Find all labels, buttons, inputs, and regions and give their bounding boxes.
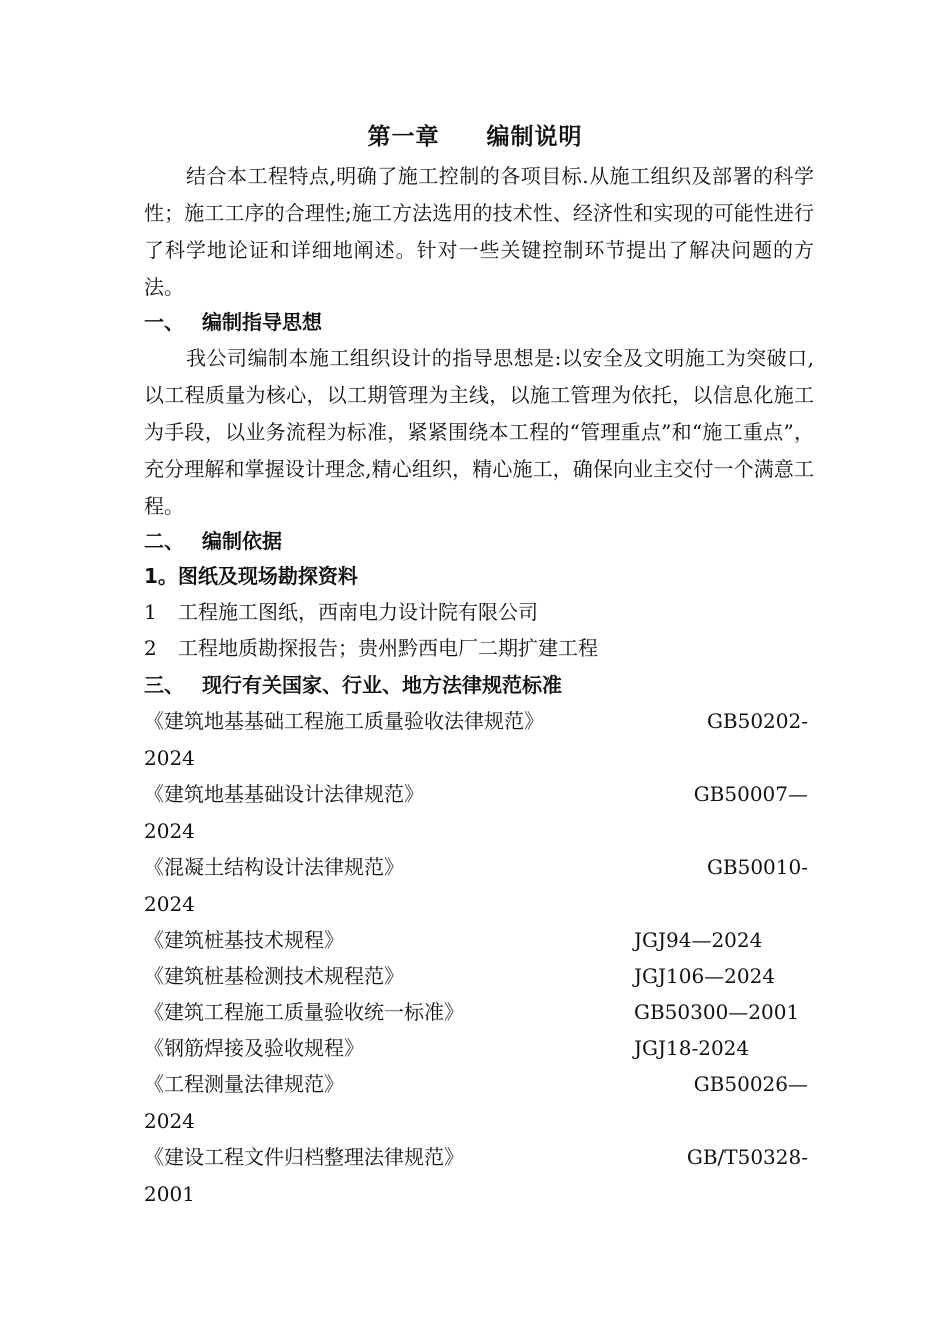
standard-code: JGJ94—2024: [634, 928, 763, 952]
standard-code: JGJ106—2024: [634, 964, 776, 988]
standard-name: 《建筑工程施工质量验收统一标准》: [144, 1000, 464, 1024]
section-2-number: 二、: [144, 529, 184, 553]
list-item-text: 工程施工图纸，西南电力设计院有限公司: [178, 600, 538, 624]
standard-name: 《建筑地基基础工程施工质量验收法律规范》: [144, 709, 544, 733]
standard-year: 2024: [144, 1109, 195, 1133]
list-item: [144, 630, 598, 666]
standard-year: 2024: [144, 892, 195, 916]
intro-paragraph: 结合本工程特点,明确了施工控制的各项目标.从施工组织及部署的科学性；施工工序的合理性;施工方法选用的技术性、经济性和实现的可能性进行了科学地论证和详细地阐述。针对一些关键控制环节提出了解决问题的方法。: [144, 164, 814, 299]
section-1-paragraph: 我公司编制本施工组织设计的指导思想是:以安全及文明施工为突破口,以工程质量为核心，以工期管理为主线，以施工管理为依托，以信息化施工为手段，以业务流程为标准，紧紧围绕本工程的“管理重点”和“施工重点”，充分理解和掌握设计理念,精心组织，精心施工，确保向业主交付一个满意工程。: [144, 346, 814, 518]
standard-year: 2024: [144, 819, 195, 843]
standard-code: GB50010-: [706, 855, 808, 879]
section-1-heading: [144, 304, 322, 340]
standard-name: 《建筑桩基技术规程》: [144, 928, 344, 952]
subsection-drawings-heading: 1。图纸及现场勘探资料: [144, 564, 358, 588]
list-item-number: 1: [144, 600, 157, 624]
standard-code: GB/T50328-: [686, 1145, 808, 1169]
standard-year: 2001: [144, 1182, 195, 1206]
list-item-text: 工程地质勘探报告；贵州黔西电厂二期扩建工程: [178, 636, 598, 660]
section-1-title: 编制指导思想: [202, 310, 322, 334]
standard-code: GB50202-: [706, 709, 808, 733]
standard-name: 《钢筋焊接及验收规程》: [144, 1036, 364, 1060]
section-2-heading: [144, 523, 282, 559]
standard-name: 《混凝土结构设计法律规范》: [144, 855, 404, 879]
section-3-title: 现行有关国家、行业、地方法律规范标准: [202, 673, 562, 697]
standard-code: GB50026—: [693, 1072, 808, 1096]
section-3-heading: [144, 667, 562, 703]
list-item: [144, 594, 538, 630]
standard-code: JGJ18-2024: [634, 1036, 750, 1060]
standard-name: 《建设工程文件归档整理法律规范》: [144, 1145, 464, 1169]
section-1-number: 一、: [144, 310, 184, 334]
standard-code: GB50007—: [693, 782, 808, 806]
standard-year: 2024: [144, 746, 195, 770]
standard-code: GB50300—2001: [634, 1000, 800, 1024]
section-2-title: 编制依据: [202, 529, 282, 553]
standard-name: 《建筑桩基检测技术规程范》: [144, 964, 404, 988]
chapter-title: 第一章 编制说明: [367, 124, 583, 150]
section-3-number: 三、: [144, 673, 184, 697]
list-item-number: 2: [144, 636, 157, 660]
standard-name: 《工程测量法律规范》: [144, 1072, 344, 1096]
standard-name: 《建筑地基基础设计法律规范》: [144, 782, 424, 806]
